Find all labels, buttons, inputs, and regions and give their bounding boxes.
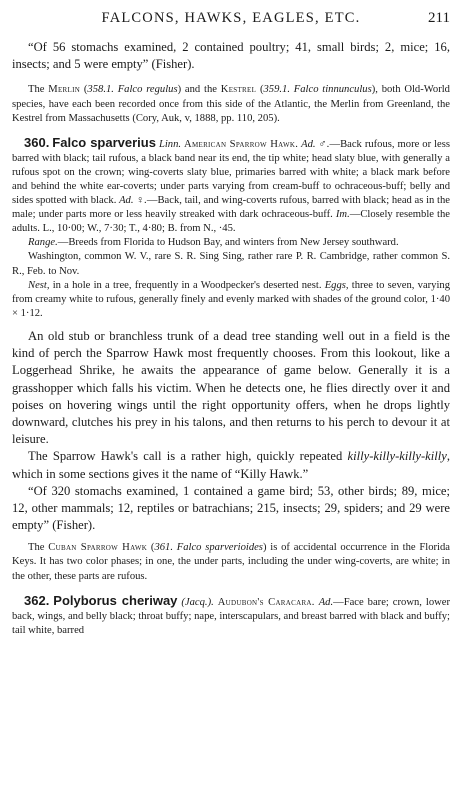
habits-paragraph: An old stub or branchless trunk of a dead tree standing well out in a field is the kind of perch the Sparrow Hawk most frequently chooses. From this lookout, like a Loggerhead Shrike, he awaits the appearance of game below. Generally it is a grasshopper which falls his victim. When he detects one, he flies directly over it and poises on hovering wings until the right opportunity offers, when he drops lightly downward, clutches his prey in his talons, and then returns to his perch to devour it at leisure. <box>12 328 450 447</box>
running-header <box>12 10 450 32</box>
call-paragraph: The Sparrow Hawk's call is a rather high, quickly repeated killy-killy-killy-killy, which in some sections gives it the name of “Killy Hawk.” <box>12 449 450 481</box>
nest-eggs-paragraph: Nest, in a hole in a tree, frequently in a Woodpecker's deserted nest. Eggs, three to seven, varying from creamy white to rufous, generally finely and evenly marked with shades of the ground color, 1·40 × 1·12. <box>12 279 451 319</box>
fisher-quote-2: “Of 320 stomachs examined, 1 contained a game bird; 53, other birds; 89, mice; 12, other mammals; 12, reptiles or batrachians; 215, insects; 29, spiders; and 29 were empty” (Fisher). <box>12 483 450 533</box>
cuban-sparrow-hawk-note: The Cuban Sparrow Hawk (361. Falco sparverioides) is of accidental occurrence in the Florida Keys. It has two color phases; in one, the under parts, including the under wing-coverts, are white; in the other, these parts are rufous. <box>12 542 450 582</box>
range-paragraph: Range.—Breeds from Florida to Hudson Bay, and winters from New Jersey southward. <box>28 237 399 249</box>
common-name: Audubon's Caracara. <box>217 596 315 608</box>
fisher-quote-1: “Of 56 stomachs examined, 2 contained poultry; 41, small birds; 2, mice; 16, insects; and 5 were empty” (Fisher). <box>12 40 450 72</box>
species-number: 362. <box>24 592 50 608</box>
local-status-paragraph: Washington, common W. V., rare S. R. Sing Sing, rather rare P. R. Cambridge, rather common S. R., Feb. to Nov. <box>12 251 450 277</box>
species-360-entry: 360. Falco sparverius Linn. American Sparrow Hawk. Ad. ♂.—Back rufous, more or less barred with black; tail rufous, a black band near its end, the tip white; head slaty blue, with generally a rufous spot on the crown; wing-coverts slaty blue, primaries barred with white; a black mark before and behind the white ear-coverts; under parts varying from cream-buff to ochraceous-buff; belly and sides spotted with black. Ad. ♀.—Back, tail, and wing-coverts rufous, barred with black; head as in the male; under parts more or less heavily streaked with dark ochraceous-buff. Im.—Closely resemble the adults. L., 10·00; W., 7·30; T., 4·80; B. from N., ·45. <box>12 134 450 235</box>
common-name: American Sparrow Hawk. <box>184 138 299 150</box>
species-name: Falco sparverius <box>52 134 156 150</box>
species-name: Polyborus cheriway <box>53 592 178 608</box>
merlin-kestrel-note: The Merlin (358.1. Falco regulus) and the Kestrel (359.1. Falco tinnunculus), both Old-World species, have each been recorded once from this side of the Atlantic, the Merlin from Greenland, the Kestrel from Massachusetts (Cory, Auk, v, 1888, pp. 110, 205). <box>12 84 450 124</box>
page-number: 211 <box>428 10 450 26</box>
species-362-entry: 362. Polyborus cheriway (Jacq.). Audubon's Caracara. Ad.—Face bare; crown, lower back, wings, and belly black; throat buffy; nape, interscapulars, and breast barred with black and buffy; tail white, barred <box>12 592 450 636</box>
running-title: FALCONS, HAWKS, EAGLES, ETC. <box>101 10 361 26</box>
species-number: 360. <box>24 134 50 150</box>
